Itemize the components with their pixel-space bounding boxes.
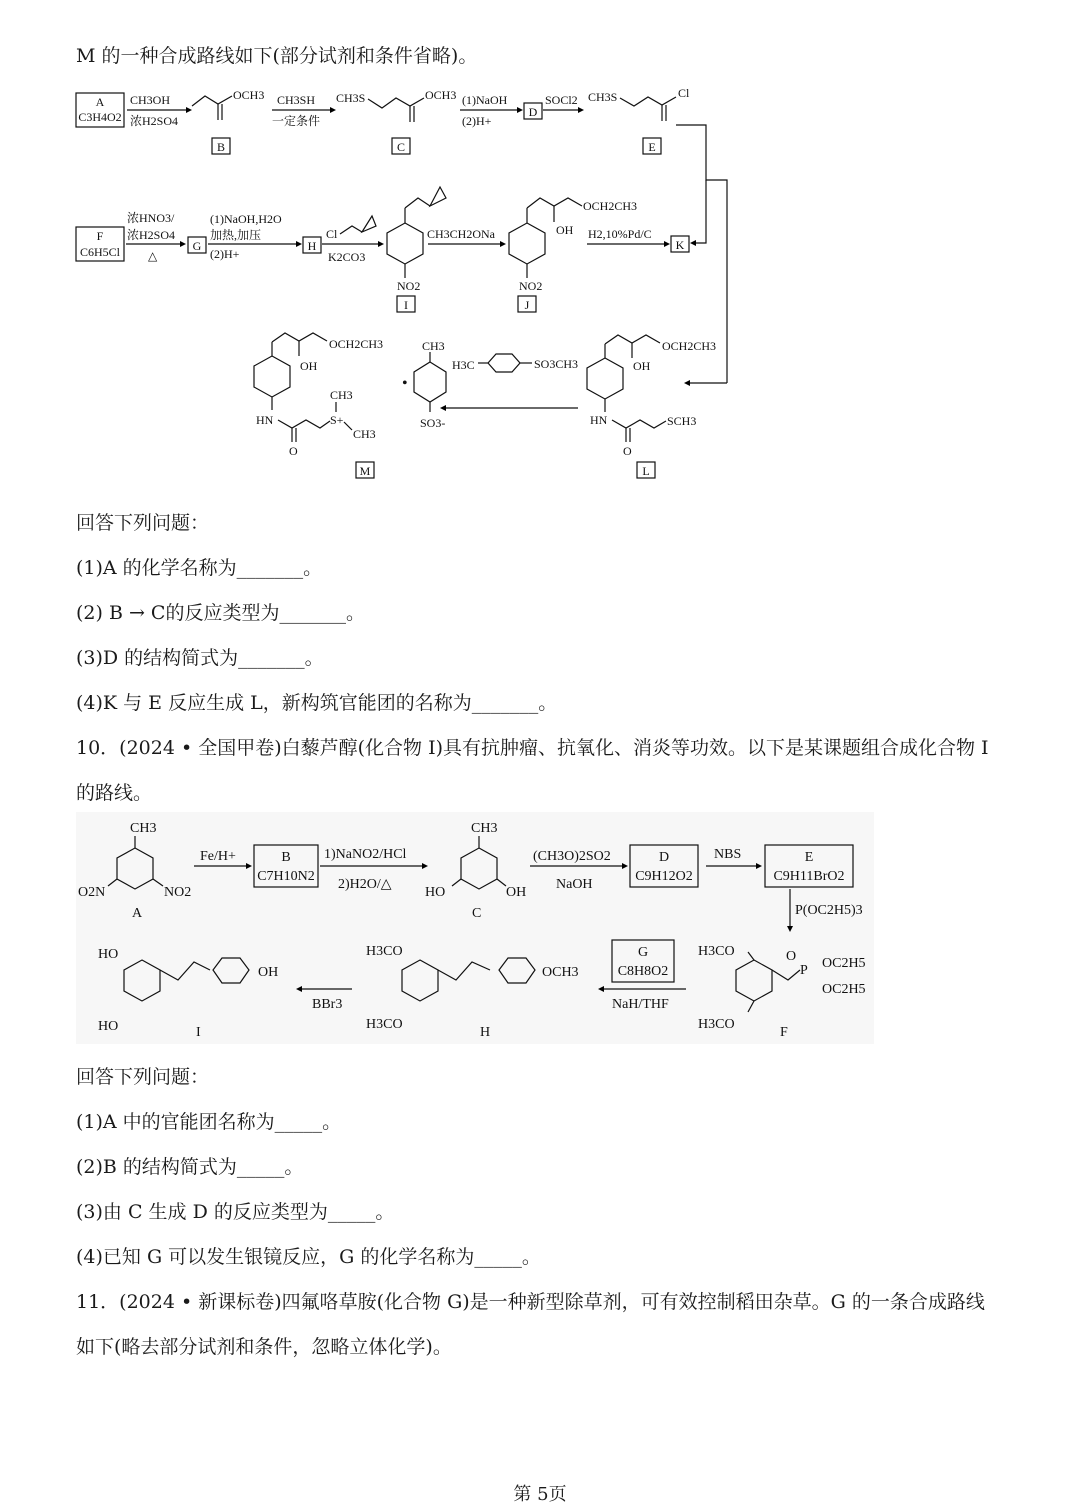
compound-f-p: P xyxy=(800,963,808,978)
compound-h-h3co-bottom: H3CO xyxy=(366,1017,403,1032)
compound-i-oh: OH xyxy=(258,965,279,980)
compound-m-hn: HN xyxy=(256,413,274,427)
compound-h-och3: OCH3 xyxy=(542,965,579,980)
compound-c-ho: HO xyxy=(425,885,446,900)
compound-l-label: L xyxy=(642,464,650,478)
reagent-a-b-2: Fe/H+ xyxy=(200,849,236,864)
compound-c-sch3: CH3S xyxy=(336,91,366,105)
compound-g-label: G xyxy=(192,239,202,253)
compound-e-cl: Cl xyxy=(678,86,690,100)
page-footer: 第 5页 xyxy=(513,1484,567,1505)
problem-11-line-1: 11．(2024 • 新课标卷)四氟咯草胺(化合物 G)是一种新型除草剂，可有效控制稻田杂草。G 的一条合成路线 xyxy=(76,1291,985,1313)
compound-g-label-2: G xyxy=(637,945,649,960)
compound-l-oh: OH xyxy=(633,359,651,373)
reagent-f-g-mid: 浓H2SO4 xyxy=(127,228,176,242)
compound-f-oet2: OC2H5 xyxy=(822,982,866,997)
compound-a-ch3: CH3 xyxy=(130,821,157,836)
problem-10-line-1: 10．(2024 • 全国甲卷)白藜芦醇(化合物 I)具有抗肿瘤、抗氧化、消炎等功效。以下是某课题组合成化合物 I xyxy=(76,737,989,759)
compound-m-o: O xyxy=(289,444,298,458)
compound-j-oh: OH xyxy=(556,223,574,237)
reagent-d-e: SOCl2 xyxy=(545,93,578,107)
q9-4: (4)K 与 E 反应生成 L，新构筑官能团的名称为_______。 xyxy=(76,692,558,714)
compound-e-label-2: E xyxy=(804,850,814,865)
compound-f-h3co-bottom: H3CO xyxy=(698,1017,735,1032)
tosylate-so3: SO3- xyxy=(420,416,446,430)
intro-m: M 的一种合成路线如下(部分试剂和条件省略)。 xyxy=(76,45,478,67)
q10-1: (1)A 中的官能团名称为_____。 xyxy=(76,1111,342,1133)
problem-10-line-2: 的路线。 xyxy=(76,782,153,804)
q9-1: (1)A 的化学名称为_______。 xyxy=(76,557,323,579)
compound-a-no2: NO2 xyxy=(164,885,192,900)
reagent-j-k: H2,10%Pd/C xyxy=(588,227,652,241)
compound-j-no2: NO2 xyxy=(519,279,543,293)
compound-m-oet: OCH2CH3 xyxy=(329,337,384,351)
reagent-c-d-2-bottom: NaOH xyxy=(556,877,593,892)
reagent-b-c-bottom: 一定条件 xyxy=(272,114,321,128)
compound-f-label-2: F xyxy=(780,1025,788,1040)
reagent-g-h-mid: 加热,加压 xyxy=(210,228,262,242)
compound-f-formula: C6H5Cl xyxy=(79,245,121,259)
reagent-i-j: CH3CH2ONa xyxy=(427,227,495,241)
compound-i-label-2: I xyxy=(196,1025,201,1040)
compound-c-och3: OCH3 xyxy=(425,88,457,102)
reagent-a-b-top: CH3OH xyxy=(130,93,171,107)
compound-c-oh: OH xyxy=(506,885,527,900)
compound-e-formula-2: C9H11BrO2 xyxy=(773,869,845,884)
reagent-d-e-2: NBS xyxy=(714,847,742,862)
reagent-f-h-2: NaH/THF xyxy=(612,997,669,1012)
compound-c-label-2: C xyxy=(472,906,482,921)
q10-3: (3)由 C 生成 D 的反应类型为_____。 xyxy=(76,1201,395,1223)
reagent-l-m-h3c: H3C xyxy=(452,358,475,372)
reagent-h-i-2: BBr3 xyxy=(312,997,343,1012)
compound-i-ho-bottom: HO xyxy=(98,1019,119,1034)
reagent-b-c-2-bottom: 2)H2O/△ xyxy=(338,877,392,892)
scheme-2-background xyxy=(76,812,874,1044)
compound-c-ch3: CH3 xyxy=(471,821,498,836)
q9-lead: 回答下列问题： xyxy=(76,512,210,534)
compound-e-sch3: CH3S xyxy=(588,90,618,104)
compound-l-o: O xyxy=(623,444,632,458)
compound-a-o2n: O2N xyxy=(78,885,106,900)
compound-h-label-2: H xyxy=(480,1025,491,1040)
compound-g-formula-2: C8H8O2 xyxy=(617,964,669,979)
compound-m-ch3a: CH3 xyxy=(330,388,353,402)
compound-i-no2: NO2 xyxy=(397,279,421,293)
compound-b-label: B xyxy=(216,140,226,154)
compound-l-sch3: SCH3 xyxy=(667,414,697,428)
compound-a-label-2: A xyxy=(132,906,143,921)
compound-k-label: K xyxy=(675,238,685,252)
compound-m-oh: OH xyxy=(300,359,318,373)
compound-f-oet1: OC2H5 xyxy=(822,956,866,971)
salt-dot: • xyxy=(402,375,408,392)
tosylate-ch3: CH3 xyxy=(422,339,445,353)
compound-d-label-2: D xyxy=(658,850,670,865)
compound-i-label: I xyxy=(404,298,408,312)
compound-f-o: O xyxy=(786,949,797,964)
compound-b-formula-2: C7H10N2 xyxy=(257,869,315,884)
reagent-b-c-2-top: 1)NaNO2/HCl xyxy=(324,847,407,862)
reagent-b-c-top: CH3SH xyxy=(277,93,316,107)
compound-f-label: F xyxy=(96,229,104,243)
compound-d-label: D xyxy=(528,105,538,119)
q10-2: (2)B 的结构简式为_____。 xyxy=(76,1156,304,1178)
compound-i-ho-top: HO xyxy=(98,947,119,962)
compound-j-oet: OCH2CH3 xyxy=(583,199,638,213)
compound-l-oet: OCH2CH3 xyxy=(662,339,717,353)
compound-f-h3co-top: H3CO xyxy=(698,944,735,959)
compound-b-och3: OCH3 xyxy=(233,88,265,102)
q9-3: (3)D 的结构简式为_______。 xyxy=(76,647,324,669)
reagent-f-g-bottom: △ xyxy=(148,249,158,263)
reagent-f-g-top: 浓HNO3/ xyxy=(127,211,175,225)
compound-m-s: S+ xyxy=(330,413,344,427)
compound-l-hn: HN xyxy=(590,413,608,427)
reagent-c-d-2-top: (CH3O)2SO2 xyxy=(533,849,611,864)
q9-2: (2) B → C的反应类型为_______。 xyxy=(76,602,365,624)
q10-lead: 回答下列问题： xyxy=(76,1066,210,1088)
problem-11-line-2: 如下(略去部分试剂和条件，忽略立体化学)。 xyxy=(76,1336,452,1358)
reagent-h-i-bottom: K2CO3 xyxy=(328,250,366,264)
reagent-g-h-bottom: (2)H+ xyxy=(210,247,240,261)
compound-c-label: C xyxy=(396,140,406,154)
reagent-g-h-top: (1)NaOH,H2O xyxy=(210,212,282,226)
compound-m-label: M xyxy=(359,464,371,478)
compound-h-h3co-top: H3CO xyxy=(366,944,403,959)
reagent-e-f-2: P(OC2H5)3 xyxy=(795,903,863,918)
compound-j-label: J xyxy=(524,298,530,312)
reagent-c-d-bottom: (2)H+ xyxy=(462,114,492,128)
reagent-l-m-so3ch3: SO3CH3 xyxy=(534,357,579,371)
compound-b-label-2: B xyxy=(281,850,291,865)
compound-d-formula-2: C9H12O2 xyxy=(635,869,693,884)
reagent-a-b-bottom: 浓H2SO4 xyxy=(130,114,179,128)
reagent-c-d-top: (1)NaOH xyxy=(462,93,508,107)
compound-m-ch3b: CH3 xyxy=(353,427,376,441)
q10-4: (4)已知 G 可以发生银镜反应，G 的化学名称为_____。 xyxy=(76,1246,541,1268)
compound-h-label: H xyxy=(307,239,317,253)
compound-a-formula: C3H4O2 xyxy=(78,110,122,124)
compound-a-label: A xyxy=(95,95,105,109)
compound-e-label: E xyxy=(648,140,656,154)
reagent-h-i-top: Cl xyxy=(326,227,338,241)
